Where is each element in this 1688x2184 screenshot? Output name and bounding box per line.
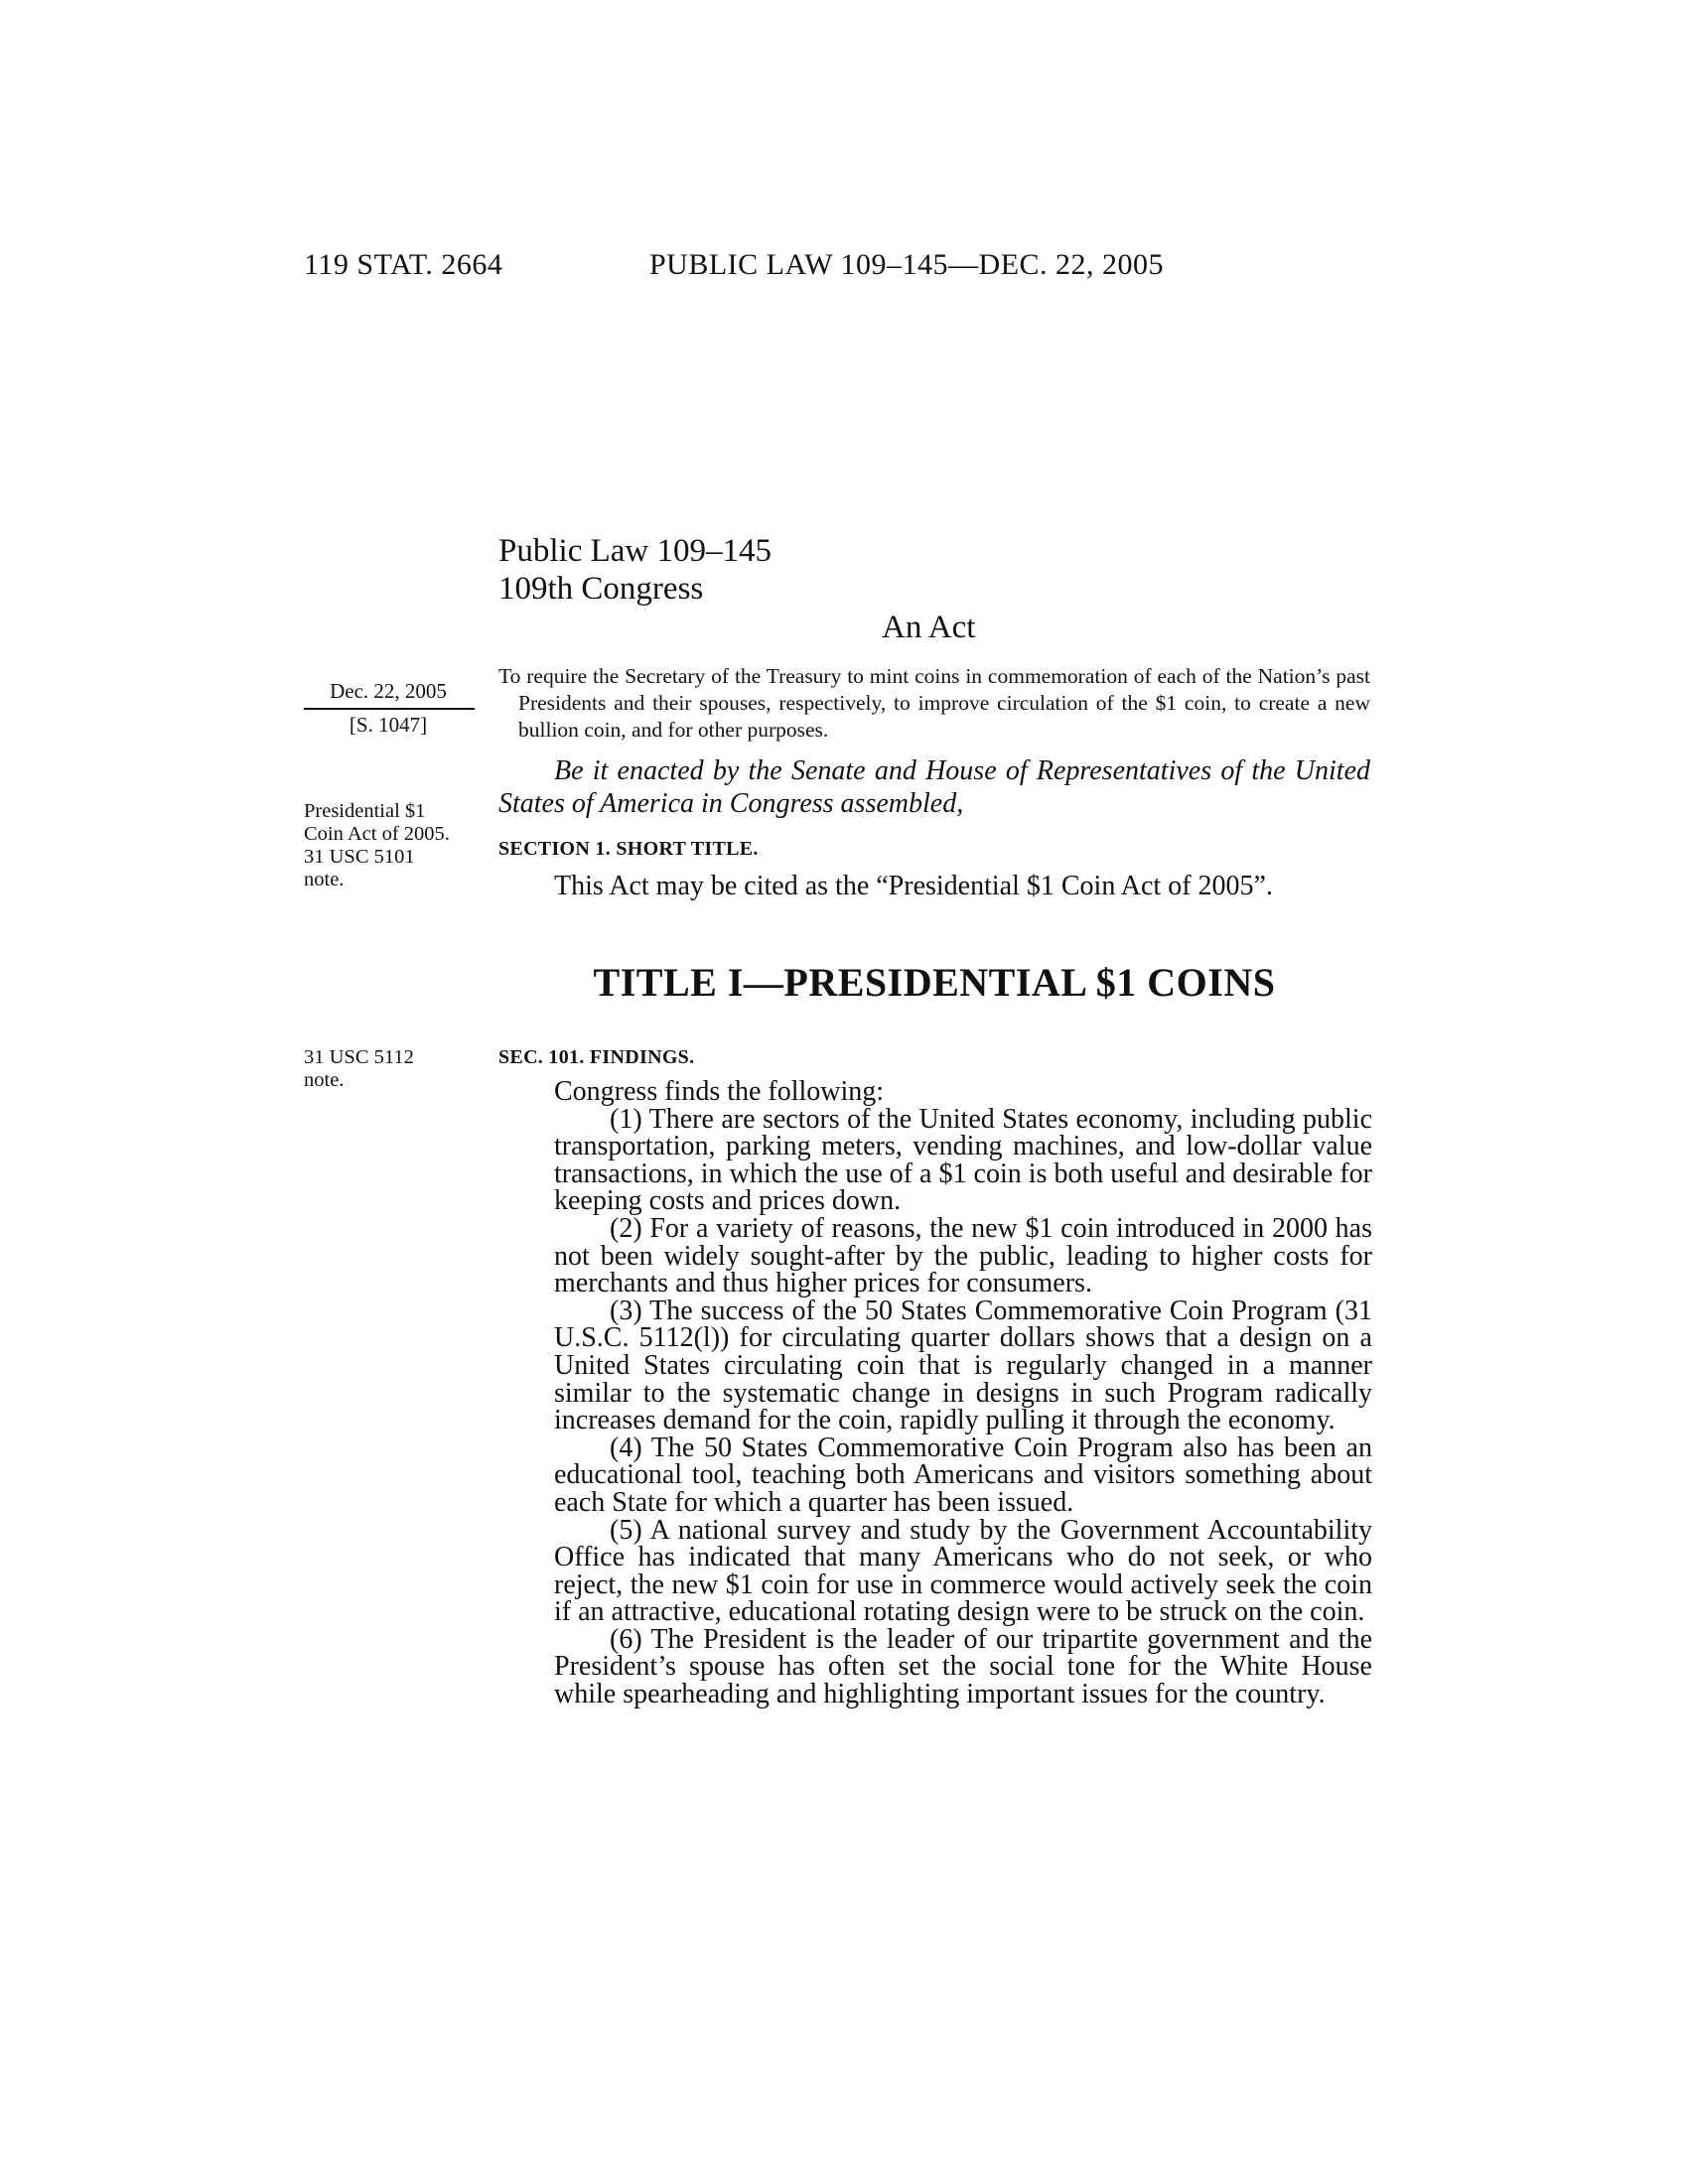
margin-note-findings: [304, 1046, 478, 1092]
margin-note-line: 31 USC 5112: [304, 1046, 414, 1068]
page-running-head: PUBLIC LAW 109–145—DEC. 22, 2005: [649, 248, 1165, 281]
margin-note-line: note.: [304, 1069, 345, 1091]
page-stat-number: 119 STAT. 2664: [304, 248, 503, 281]
section-1-text: [498, 870, 1372, 902]
section-101-heading: SEC. 101. FINDINGS.: [498, 1046, 695, 1068]
section-1-paragraph: This Act may be cited as the “Presidential $1 Coin Act of 2005”.: [554, 871, 1273, 901]
finding-item: (1) There are sectors of the United States economy, including public transportation, parking meters, vending machines, and low-dollar value transactions, in which the use of a $1 coin is both useful and desirable for keeping costs and prices down.: [554, 1103, 1372, 1217]
margin-rule: [304, 708, 475, 710]
margin-date: Dec. 22, 2005: [330, 679, 447, 703]
act-purpose: To require the Secretary of the Treasury to mint coins in commemoration of each of the Nation’s past Presidents and their spouses, respectively, to improve circulation of the $1 coin, to create a new bullion coin, and for other purposes.: [498, 664, 1370, 742]
margin-note-line: Presidential $1: [304, 800, 426, 822]
finding-item: (2) For a variety of reasons, the new $1 coin introduced in 2000 has not been widely sought-after by the public, leading to higher costs for merchants and thus higher prices for consumers.: [554, 1212, 1372, 1299]
finding-item: (6) The President is the leader of our tripartite government and the President’s spouse has often set the social tone for the White House while spearheading and highlighting important issues for the country.: [554, 1623, 1372, 1710]
margin-bill-number: [S. 1047]: [349, 713, 428, 737]
findings-intro: Congress finds the following:: [554, 1076, 885, 1107]
congress-number: 109th Congress: [498, 571, 704, 607]
section-101-body: [498, 1078, 1372, 1708]
law-number: Public Law 109–145: [498, 533, 772, 569]
margin-note-line: 31 USC 5101: [304, 846, 415, 868]
section-1-heading: SECTION 1. SHORT TITLE.: [498, 838, 759, 860]
title-1-heading: TITLE I—PRESIDENTIAL $1 COINS: [593, 960, 1276, 1005]
finding-item: (3) The success of the 50 States Commemorative Coin Program (31 U.S.C. 5112(l)) for circulating quarter dollars shows that a design on a United States circulating coin that is regularly changed in a manner similar to the systematic change in designs in such Program radically increases demand for the coin, rapidly pulling it through the economy.: [554, 1295, 1372, 1436]
margin-note-line: note.: [304, 869, 345, 890]
findings-list: [498, 1103, 1372, 1710]
act-heading: An Act: [882, 610, 976, 645]
finding-item: (5) A national survey and study by the Government Accountability Office has indicated that many Americans who do not seek, or who reject, the new $1 coin for use in commerce would actively seek the coin if an attractive, educational rotating design were to be struck on the coin.: [554, 1514, 1372, 1628]
margin-note-line: Coin Act of 2005.: [304, 823, 450, 845]
enacting-clause: Be it enacted by the Senate and House of Representatives of the United States of America in Congress assembled,: [498, 755, 1370, 819]
finding-item: (4) The 50 States Commemorative Coin Program also has been an educational tool, teaching both Americans and visitors something about each State for which a quarter has been issued.: [554, 1432, 1372, 1518]
margin-note-short-title: [304, 800, 478, 891]
